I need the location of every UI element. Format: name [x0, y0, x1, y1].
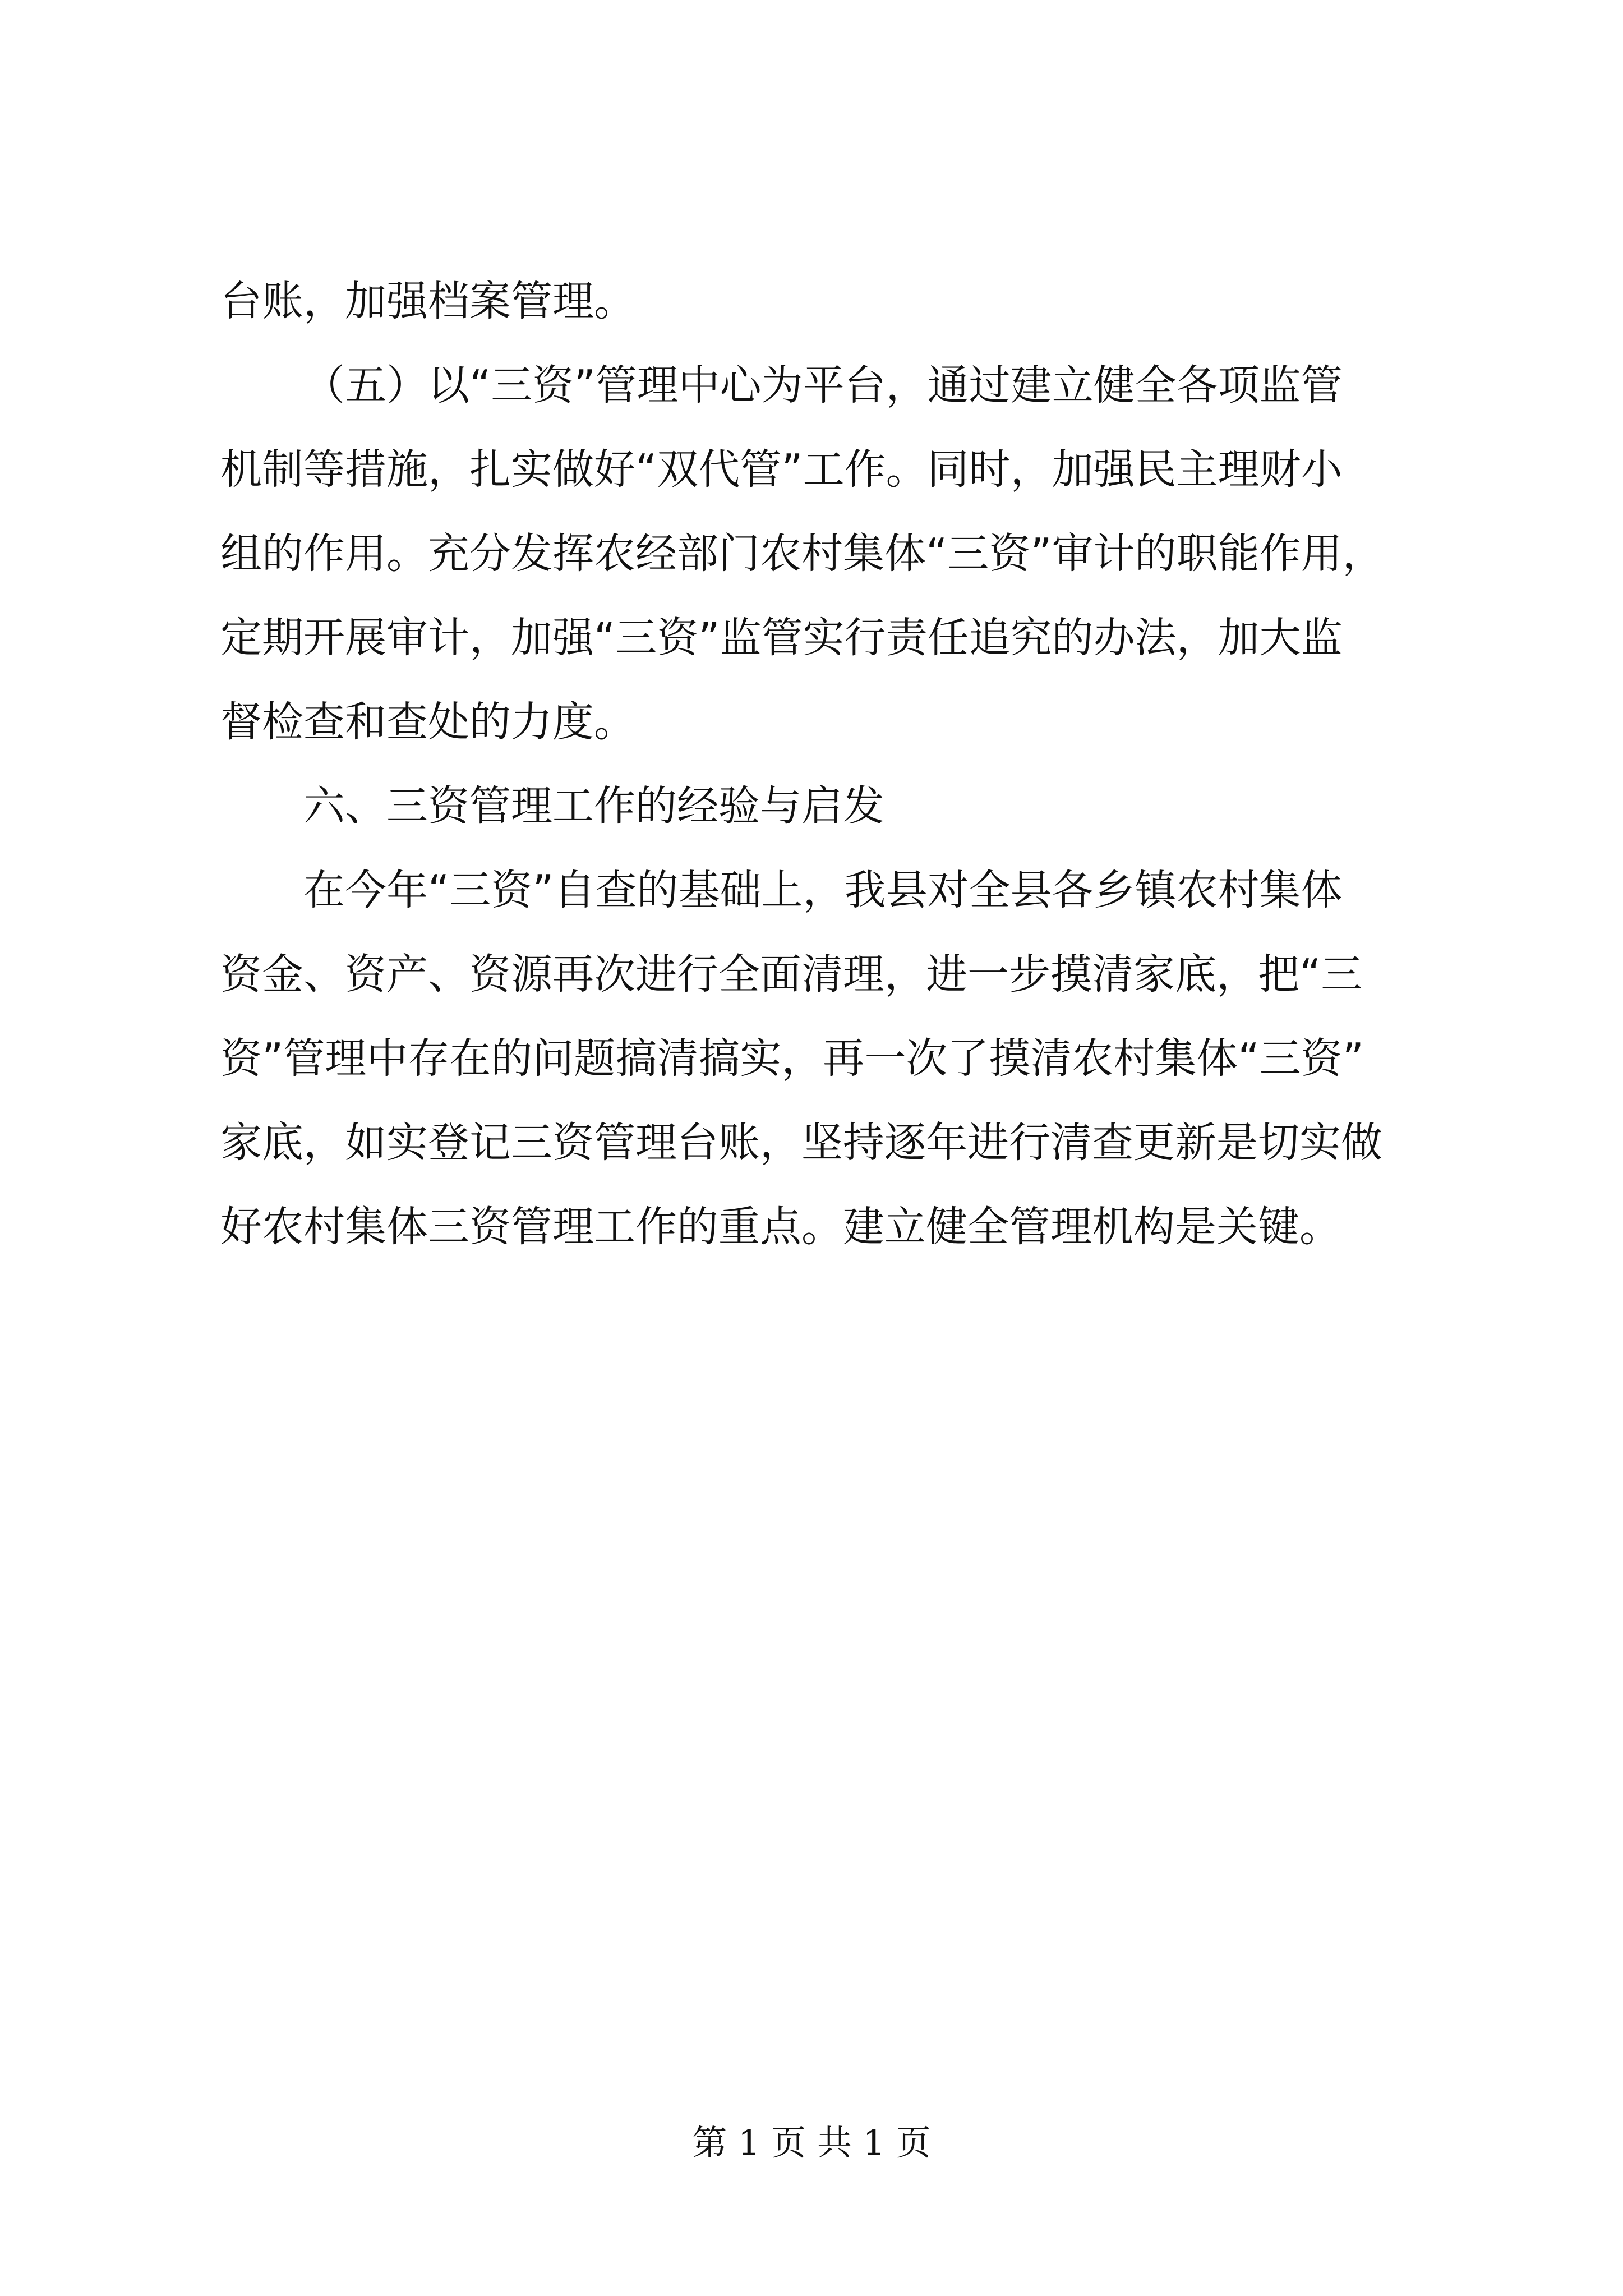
- text-line: 好农村集体三资管理工作的重点。建立健全管理机构是关键。: [220, 1203, 1341, 1251]
- text-line: 资金、资产、资源再次进行全面清理，进一步摸清家底，把“三: [220, 950, 1363, 999]
- text-line: 台账，加强档案管理。: [220, 277, 635, 325]
- text-line: 家底，如实登记三资管理台账，坚持逐年进行清查更新是切实做: [220, 1119, 1382, 1167]
- page-number-footer: 第 1 页 共 1 页: [692, 2122, 931, 2163]
- text-line: 督检查和查处的力度。: [220, 698, 635, 746]
- text-line: 资”管理中存在的问题搞清搞实，再一次了摸清农村集体“三资”: [220, 1034, 1364, 1083]
- text-line: （五）以“三资”管理中心为平台，通过建立健全各项监管: [303, 361, 1343, 409]
- text-line: 组的作用。充分发挥农经部门农村集体“三资”审计的职能作用，: [220, 530, 1384, 578]
- body-text: [220, 259, 1429, 1269]
- text-line: 在今年“三资”自查的基础上，我县对全县各乡镇农村集体: [303, 866, 1343, 914]
- text-line: 机制等措施，扎实做好“双代管”工作。同时，加强民主理财小: [220, 445, 1343, 494]
- section-heading: 六、三资管理工作的经验与启发: [303, 782, 884, 830]
- text-line: 定期开展审计，加强“三资”监管实行责任追究的办法，加大监: [220, 614, 1343, 662]
